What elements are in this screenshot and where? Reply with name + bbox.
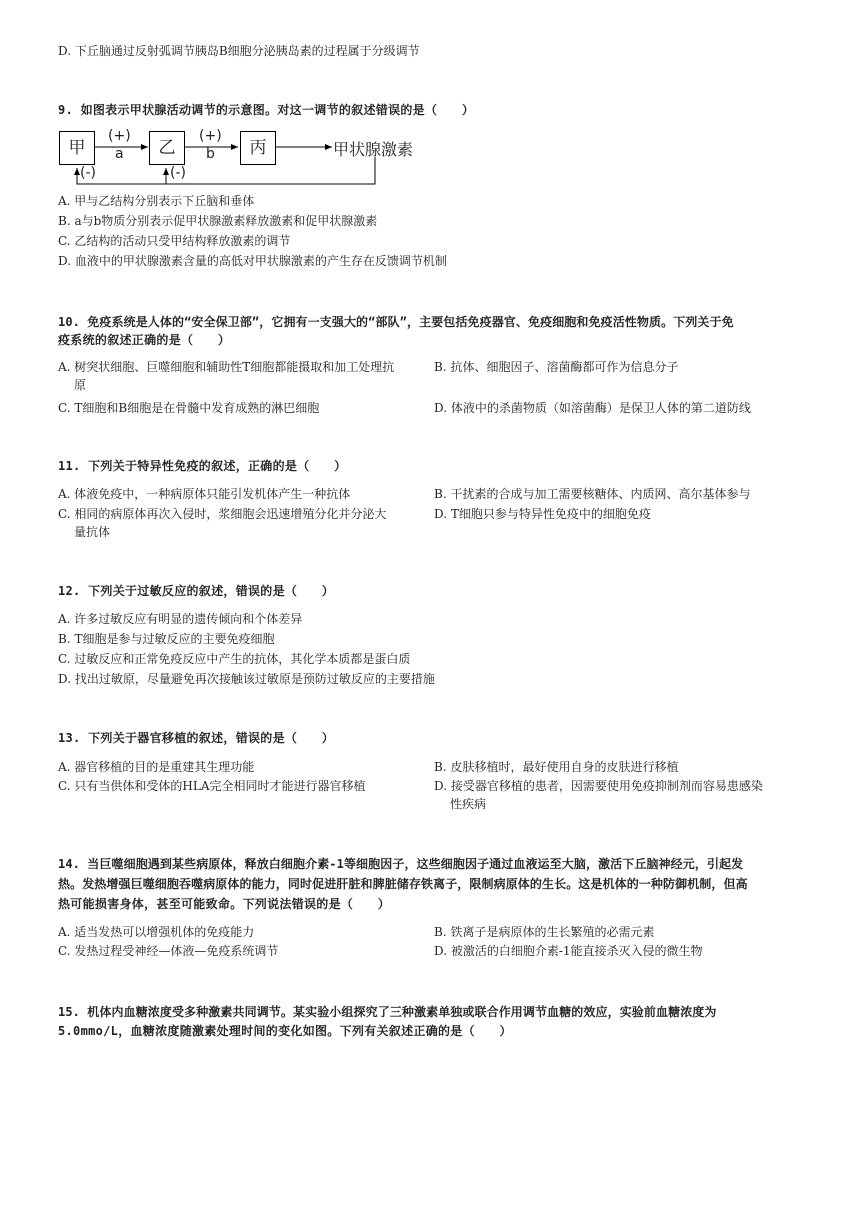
- q13-option-d-line1: D. 接受器官移植的患者，因需要使用免疫抑制剂而容易患感染: [434, 779, 763, 793]
- q14-stem-line1: 14. 当巨噬细胞遇到某些病原体，释放白细胞介素-1等细胞因子，这些细胞因子通过血液运至大脑，激活下丘脑神经元，引起发: [58, 857, 744, 871]
- q15-stem-line1: 15. 机体内血糖浓度受多种激素共同调节。某实验小组探究了三种激素单独或联合作用调节血糖的效应，实验前血糖浓度为: [58, 1005, 717, 1019]
- q9-stem: 9. 如图表示甲状腺活动调节的示意图。对这一调节的叙述错误的是（ ）: [58, 103, 475, 117]
- q10-option-a-line1: A. 树突状细胞、巨噬细胞和辅助性T细胞都能摄取和加工处理抗: [58, 360, 395, 374]
- diagram-plus-2: (+): [199, 128, 222, 144]
- q11-option-a: A. 体液免疫中，一种病原体只能引发机体产生一种抗体: [58, 487, 351, 501]
- q14-option-c: C. 发热过程受神经—体液—免疫系统调节: [58, 944, 279, 958]
- q10-stem-line2: 疫系统的叙述正确的是（ ）: [58, 333, 231, 347]
- q10-stem-line1: 10. 免疫系统是人体的“安全保卫部”，它拥有一支强大的“部队”，主要包括免疫器官、免疫细胞和免疫活性物质。下列关于免: [58, 315, 734, 329]
- q13-stem: 13. 下列关于器官移植的叙述，错误的是（ ）: [58, 731, 335, 745]
- diagram-output-label: 甲状腺激素: [333, 140, 414, 159]
- diagram-label-a: a: [115, 146, 124, 162]
- q11-option-b: B. 干扰素的合成与加工需要核糖体、内质网、高尔基体参与: [434, 487, 751, 501]
- q9-option-d: D. 血液中的甲状腺激素含量的高低对甲状腺激素的产生存在反馈调节机制: [58, 254, 447, 268]
- q13-option-a: A. 器官移植的目的是重建其生理功能: [58, 760, 255, 774]
- diagram-box-bing: 丙: [240, 131, 276, 165]
- diagram-box-jia: 甲: [59, 131, 95, 165]
- q11-stem: 11. 下列关于特异性免疫的叙述，正确的是（ ）: [58, 459, 347, 473]
- q14-option-a: A. 适当发热可以增强机体的免疫能力: [58, 925, 255, 939]
- q12-stem: 12. 下列关于过敏反应的叙述，错误的是（ ）: [58, 584, 335, 598]
- q13-option-d-line2: 性疾病: [450, 797, 487, 811]
- diagram-neg-2: (-): [170, 165, 186, 181]
- q11-option-c-line1: C. 相同的病原体再次入侵时，浆细胞会迅速增殖分化并分泌大: [58, 507, 387, 521]
- diagram-arrows: [0, 0, 867, 200]
- diagram-plus-1: (+): [108, 128, 131, 144]
- q10-option-a-line2: 原: [74, 378, 87, 392]
- q14-option-d: D. 被激活的白细胞介素-1能直接杀灭入侵的微生物: [434, 944, 703, 958]
- q12-option-a: A. 许多过敏反应有明显的遗传倾向和个体差异: [58, 612, 303, 626]
- q13-option-c: C. 只有当供体和受体的HLA完全相同时才能进行器官移植: [58, 779, 366, 793]
- q14-stem-line2: 热。发热增强巨噬细胞吞噬病原体的能力，同时促进肝脏和脾脏储存铁离子，限制病原体的生长。这是机体的一种防御机制，但高: [58, 877, 748, 891]
- diagram-neg-1: (-): [80, 165, 96, 181]
- q8-option-d: D. 下丘脑通过反射弧调节胰岛B细胞分泌胰岛素的过程属于分级调节: [58, 44, 420, 58]
- q10-option-d: D. 体液中的杀菌物质（如溶菌酶）是保卫人体的第二道防线: [434, 401, 751, 415]
- diagram-label-b: b: [206, 146, 215, 162]
- q10-option-b: B. 抗体、细胞因子、溶菌酶都可作为信息分子: [434, 360, 679, 374]
- q10-option-c: C. T细胞和B细胞是在骨髓中发育成熟的淋巴细胞: [58, 401, 320, 415]
- q12-option-c: C. 过敏反应和正常免疫反应中产生的抗体，其化学本质都是蛋白质: [58, 652, 411, 666]
- q9-option-c: C. 乙结构的活动只受甲结构释放激素的调节: [58, 234, 291, 248]
- q15-stem-line2: 5.0mmo/L，血糖浓度随激素处理时间的变化如图。下列有关叙述正确的是（ ）: [58, 1024, 512, 1038]
- diagram-box-yi: 乙: [149, 131, 185, 165]
- q12-option-b: B. T细胞是参与过敏反应的主要免疫细胞: [58, 632, 275, 646]
- q14-option-b: B. 铁离子是病原体的生长繁殖的必需元素: [434, 925, 655, 939]
- q13-option-b: B. 皮肤移植时，最好使用自身的皮肤进行移植: [434, 760, 679, 774]
- q11-option-d: D. T细胞只参与特异性免疫中的细胞免疫: [434, 507, 651, 521]
- q9-option-b: B. a与b物质分别表示促甲状腺激素释放激素和促甲状腺激素: [58, 214, 378, 228]
- q11-option-c-line2: 量抗体: [74, 525, 111, 539]
- q12-option-d: D. 找出过敏原，尽量避免再次接触该过敏原是预防过敏反应的主要措施: [58, 672, 435, 686]
- q14-stem-line3: 热可能损害身体，甚至可能致命。下列说法错误的是（ ）: [58, 897, 391, 911]
- q9-option-a: A. 甲与乙结构分别表示下丘脑和垂体: [58, 194, 255, 208]
